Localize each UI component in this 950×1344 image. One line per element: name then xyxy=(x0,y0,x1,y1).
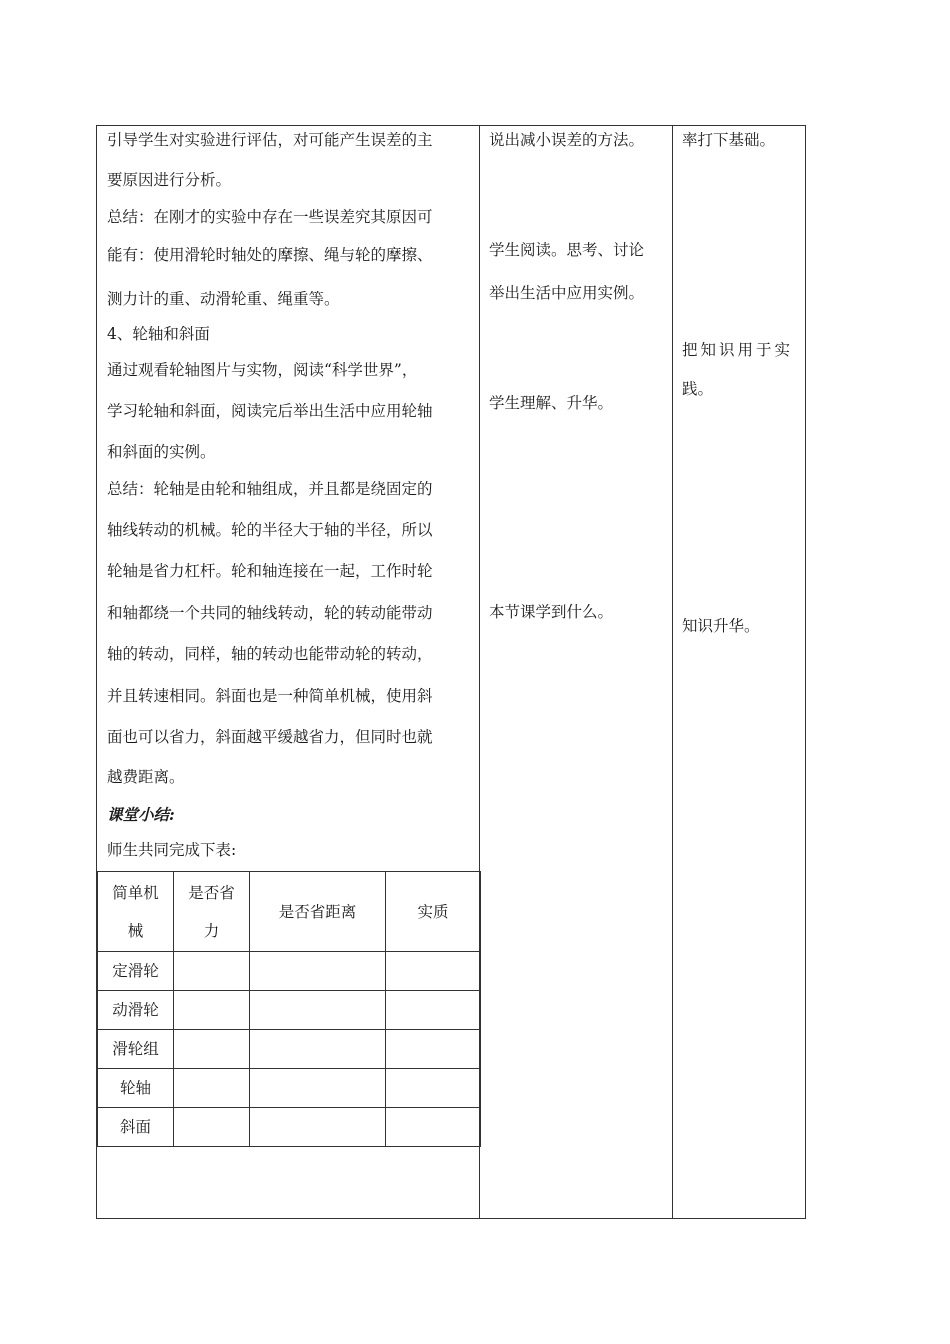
summary-intro: 师生共同完成下表: xyxy=(107,841,237,859)
empty-cell xyxy=(174,991,250,1030)
col1-line: 面也可以省力，斜面越平缓越省力，但同时也就 xyxy=(107,728,433,746)
header-text: 是否省 xyxy=(188,883,235,902)
row-label: 轮轴 xyxy=(98,1069,174,1108)
col3-line: 践。 xyxy=(682,380,714,398)
col2-line: 本节课学到什么。 xyxy=(489,603,614,621)
row-label: 定滑轮 xyxy=(98,952,174,991)
empty-cell xyxy=(174,1069,250,1108)
header-cell: 是否省距离 xyxy=(250,872,386,952)
column-divider-2 xyxy=(672,126,673,1218)
empty-cell xyxy=(174,952,250,991)
header-text: 械 xyxy=(127,921,144,940)
empty-cell xyxy=(250,991,386,1030)
section-heading: 4、轮轴和斜面 xyxy=(107,325,210,343)
header-text: 力 xyxy=(203,921,220,940)
empty-cell xyxy=(386,952,481,991)
row-label: 动滑轮 xyxy=(98,991,174,1030)
col1-line: 并且转速相同。斜面也是一种简单机械，使用斜 xyxy=(107,687,433,705)
header-cell: 实质 xyxy=(386,872,481,952)
col3-line: 把知识用于实 xyxy=(682,341,794,359)
col1-line: 和轴都绕一个共同的轴线转动，轮的转动能带动 xyxy=(107,604,433,622)
col1-line: 引导学生对实验进行评估，对可能产生误差的主 xyxy=(107,131,433,149)
empty-cell xyxy=(174,1108,250,1147)
empty-cell xyxy=(386,1069,481,1108)
summary-title: 课堂小结: xyxy=(107,805,175,824)
empty-cell xyxy=(250,1030,386,1069)
col2-line: 举出生活中应用实例。 xyxy=(489,284,645,302)
col2-line: 学生阅读。思考、讨论 xyxy=(489,241,645,259)
header-text: 简单机 xyxy=(112,883,159,902)
empty-cell xyxy=(250,1069,386,1108)
row-label: 滑轮组 xyxy=(98,1030,174,1069)
col1-line: 越费距离。 xyxy=(107,768,185,786)
col1-line: 轴的转动，同样，轴的转动也能带动轮的转动， xyxy=(107,645,433,663)
col1-line: 总结：轮轴是由轮和轴组成，并且都是绕固定的 xyxy=(107,480,433,498)
header-cell xyxy=(98,872,174,952)
col1-line: 要原因进行分析。 xyxy=(107,171,232,189)
row-label: 斜面 xyxy=(98,1108,174,1147)
summary-table xyxy=(97,871,481,1147)
header-cell xyxy=(174,872,250,952)
col3-line: 知识升华。 xyxy=(682,617,760,635)
col1-line: 通过观看轮轴图片与实物，阅读“科学世界”， xyxy=(107,361,418,379)
col1-line: 总结：在刚才的实验中存在一些误差究其原因可 xyxy=(107,208,433,226)
empty-cell xyxy=(386,1030,481,1069)
col1-line: 测力计的重、动滑轮重、绳重等。 xyxy=(107,290,340,308)
empty-cell xyxy=(174,1030,250,1069)
col1-line: 学习轮轴和斜面，阅读完后举出生活中应用轮轴 xyxy=(107,402,433,420)
empty-cell xyxy=(386,1108,481,1147)
col1-line: 和斜面的实例。 xyxy=(107,443,216,461)
lesson-plan-table xyxy=(96,125,806,1219)
col1-line: 能有：使用滑轮时轴处的摩擦、绳与轮的摩擦、 xyxy=(107,246,433,264)
empty-cell xyxy=(386,991,481,1030)
empty-cell xyxy=(250,1108,386,1147)
col1-line: 轴线转动的机械。轮的半径大于轴的半径，所以 xyxy=(107,521,433,539)
col2-line: 学生理解、升华。 xyxy=(489,394,614,412)
col2-line: 说出减小误差的方法。 xyxy=(489,131,645,149)
col1-line: 轮轴是省力杠杆。轮和轴连接在一起，工作时轮 xyxy=(107,562,433,580)
col3-line: 率打下基础。 xyxy=(682,131,776,149)
empty-cell xyxy=(250,952,386,991)
